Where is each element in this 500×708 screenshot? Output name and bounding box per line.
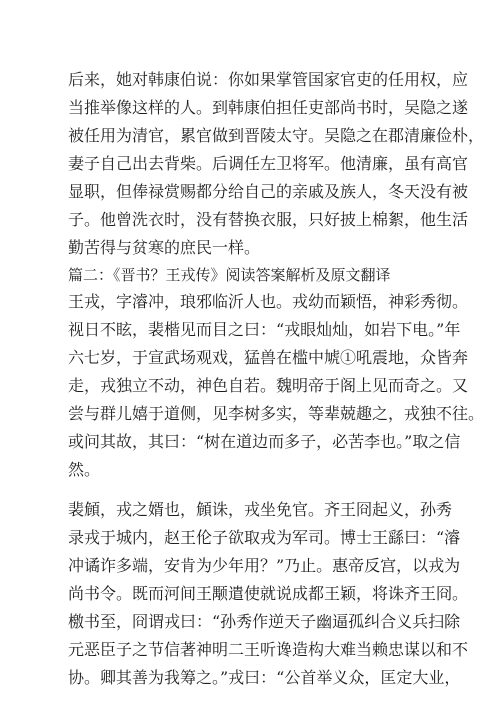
text-line: 妻子自己出去背柴。后调任左卫将军。他清廉，虽有高官 — [68, 154, 469, 173]
text-line: 冲谲诈多端，安肯为少年用？”乃止。惠帝反宫，以戎为 — [68, 556, 461, 575]
text-line: 走，戎独立不动，神色自若。魏明帝于阁上见而奇之。又 — [68, 376, 469, 395]
paragraph-gap — [68, 484, 428, 496]
text-line: 然。 — [68, 460, 101, 479]
text-line: 或问其故，其曰：“树在道边而多子，必苦李也。”取之信 — [68, 432, 461, 451]
paragraph-1 — [68, 66, 485, 262]
text-line: 尝与群儿嬉于道侧，见李树多实，等辈兢趣之，戎独不往。 — [68, 404, 485, 423]
text-line: 尚书令。既而河间王颙遣使就说成都王颖，将诛齐王冏。 — [68, 584, 469, 603]
text-line: 子。他曾洗衣时，没有替换衣服，只好披上棉絮，他生活 — [68, 210, 469, 229]
text-line: 裴頠，戎之婿也，頠诛，戎坐免官。齐王冏起义，孙秀 — [68, 500, 453, 519]
text-line: 后来，她对韩康伯说：你如果掌管国家官吏的任用权，应 — [68, 70, 469, 89]
document-body — [68, 66, 485, 692]
text-line: 勤苦得与贫寒的庶民一样。 — [68, 238, 261, 257]
text-line: 元恶臣子之节信著神明二王听谗造构大难当赖忠谋以和不 — [68, 640, 469, 659]
paragraph-3 — [68, 496, 469, 692]
text-line: 录戎于城内，赵王伦子欲取戎为军司。博士王繇曰：“濬 — [68, 528, 461, 547]
section-heading: 篇二：《晋书？王戎传》阅读答案解析及原文翻译 — [68, 266, 391, 284]
text-line: 王戎，字濬冲，琅邪临沂人也。戎幼而颖悟，神彩秀彻。 — [68, 292, 469, 311]
paragraph-2 — [68, 288, 485, 484]
text-line: 协。卿其善为我筹之。”戎曰：“公首举义众，匡定大业， — [68, 668, 461, 687]
text-line: 檄书至，冏谓戎曰：“孙秀作逆天子幽逼孤纠合义兵扫除 — [68, 612, 461, 631]
text-line: 当推举像这样的人。到韩康伯担任吏部尚书时，吴隐之遂 — [68, 98, 469, 117]
text-line: 被任用为清官，累官做到晋陵太守。吴隐之在郡清廉俭朴， — [68, 126, 485, 145]
text-line: 六七岁，于宣武场观戏，猛兽在槛中虓①吼震地，众皆奔 — [68, 348, 469, 367]
text-line: 显职，但俸禄赏赐都分给自己的亲戚及族人，冬天没有被 — [68, 182, 469, 201]
text-line: 视日不眩，裴楷见而目之曰：“戎眼灿灿，如岩下电。”年 — [68, 320, 461, 339]
